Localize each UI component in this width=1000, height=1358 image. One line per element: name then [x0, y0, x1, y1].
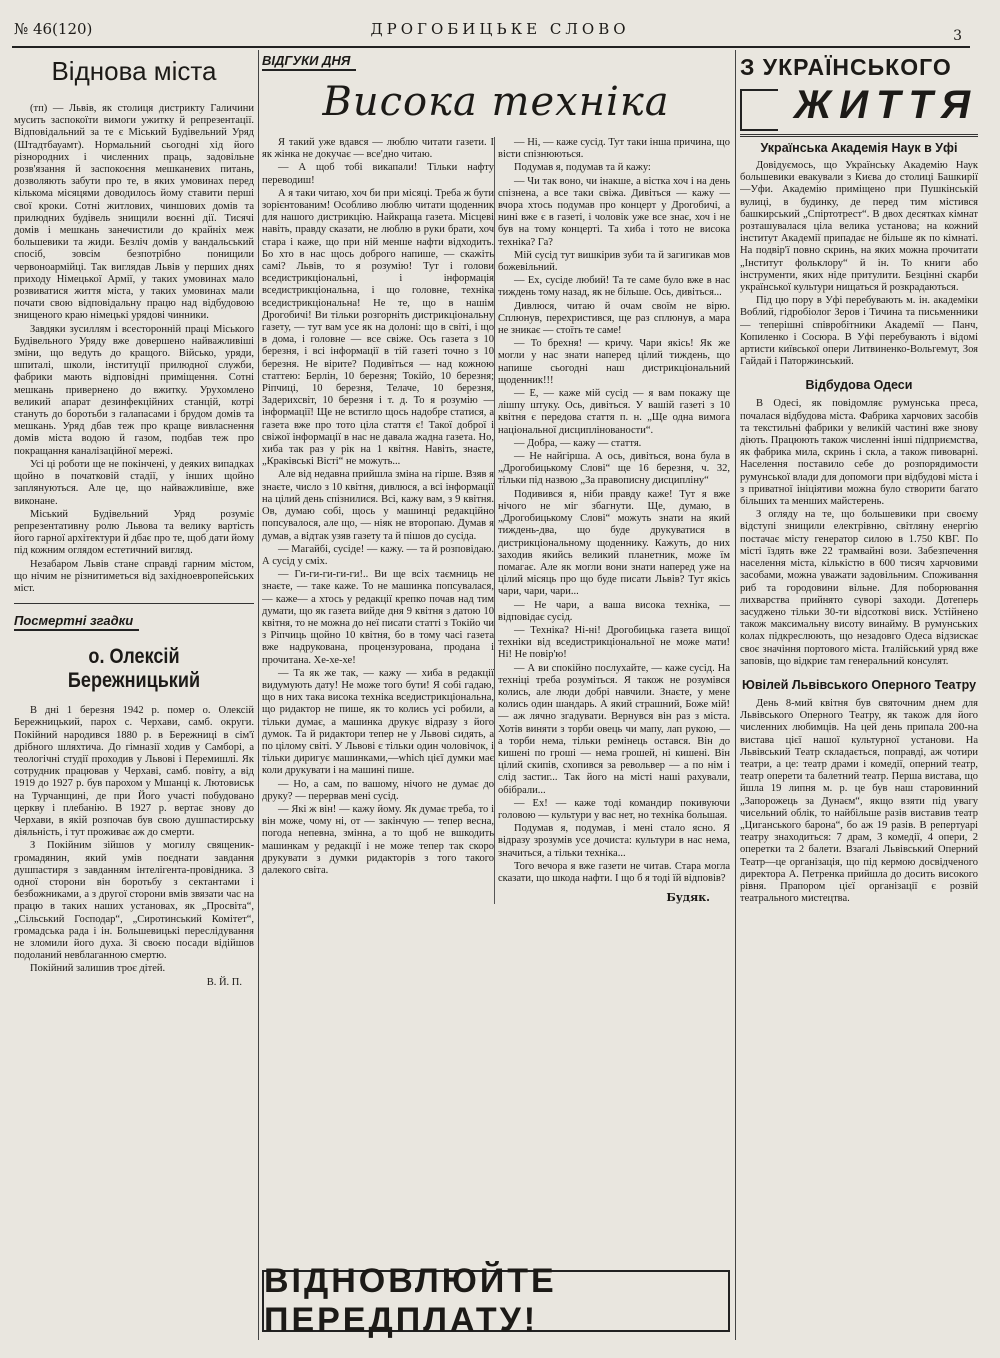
paragraph: День 8-мий квітня був святочним днем для Львівського Оперного Театру, як також для його численних любимців. На цей день припала 200-на вистава цієї нашої культурної установи. На Львівський Театр складається, поправді, аж чотири театри, а це: театр драми і комедії, оперний театр, театр оперети та балетний театр. Перша вистава, що йшла 19 липня м. р. це був наш старовинний „Запорожець за Дунаєм“, якщо взяти під увагу чисельний облік, то найбільше разів виставив театр „Циганського барона“, бо аж 19 разів. В репертуарі театру знаходиться: 7 драм, 3 комедії, 4 опери, 2 оперетки та 2 балети. Взагалі Львівський Оперний Театр—це організація, що під кермою досвідченого директора А. Петренка прийшла до досить високого рівня. Прапором цієї організації є розвій театрального мистецтва.: [740, 697, 978, 905]
article-body-opera: [740, 698, 978, 905]
section-heading-obituaries: Посмертні згадки: [14, 613, 139, 631]
paragraph: — Ні, — каже сусід. Тут таки інша причина, що вісти спізнюються.: [498, 137, 730, 161]
paragraph: — Магайбі, сусіде! — кажу. — та й розповідаю. А сусід у сміх.: [262, 543, 494, 567]
header-rule: [12, 46, 970, 48]
paragraph: Дивлюся, читаю й очам своїм не вірю. Сплюнув, перехристився, ще раз сплюнув, а мара не зникає — стоїть те саме!: [498, 300, 730, 337]
paragraph: Але від недавна прийшла зміна на гірше. Взяв я знаєте, число з 10 квітня, дивлюся, а всі інформації на цілий день спізнилися. Всі, кажу вам, з 9 квітня. Ов, думаю собі, щось у машинці редакційно попсувалося, але що, — ніяк не второпаю. Думав я думав, а відтак узяв газету та й пішов до сусіда.: [262, 469, 494, 542]
paragraph: Мій сусід тут вишкірив зуби та й загигикав мов божевільний.: [498, 249, 730, 274]
paragraph: Подумав я, подумав, і мені стало ясно. Я відразу зрозумів усе дочиста: культури в нас нема, значиться, а тільки техніка...: [498, 823, 730, 859]
paragraph: Завдяки зусиллям і всесторонній праці Міського Будівельного Уряду вже довершено найважливіші зміни, що ведуть до кращого. Військо, уряди, шпиталі, школи, інституції прилюдної служби, фабрики мають відповідні приміщення. Сотні мешкань привернено до вжитку. Урухомлено великий апарат дезинфекційних станцій, котрі стануть до боротьби з галапасами і брудом домів та мешкань. Уряд дбав теж про краще вивласнення домів міста водою й газом, подбав теж про покращання каналізаційної мережі.: [14, 323, 254, 457]
column-divider: [735, 50, 736, 1340]
paragraph: Під цю пору в Уфі перебувають м. ін. академіки Воблий, гідробіолог Зеров і Тичина та письменники — теперішні співробітники Академії — Панч, Копиленко і Сосюра. В Уфі перебувають і відомі артисти київської опери Литвиненко-Вольгемут, Зоя Гайдай і Паторжинський.: [740, 295, 978, 368]
paragraph: — Та як же так, — кажу — хиба в редакції видумують дату! Не може того бути! Я собі гадаю, що в них така висока техніка вседистрикціональна, що ридактор не пише, як то колись усі робили, а тільки думає, а машинка друкує відразу з його думок. Та й ридактори тепер не у Львові сидять, а по цілому світі. У Львові є тільки один чоловічок, і тільки диригує машинками,—which цієї думки має коли друкувати і на машині пише.: [262, 667, 494, 777]
paragraph: — Чи так воно, чи інакше, а вістка хоч і на день спізнена, а все таки свіжа. Дивіться — кажу — вчора хтось подумав про концерт у Дрогобичі, а нині вже є в газеті, і чоловік уже все знає, хоч і не був на тому концерті. Та хиба і тото не висока техніка? Га?: [498, 175, 730, 248]
article-body-restoration: [14, 103, 254, 595]
paragraph: Міський Будівельний Уряд розуміє репрезентативну ролю Львова та велику вартість його гарної архітектури й дбає про те, щоб дати йому під кожним оглядом естетичний вигляд.: [14, 508, 254, 557]
article-heading-odesa: Відбудова Одеси: [805, 378, 913, 393]
paragraph: Того вечора я вже газети не читав. Стара могла сказати, що шкода нафти. І що б я тоді їй відповів?: [498, 860, 730, 884]
page-header: [0, 18, 1000, 44]
paragraph: З Покійним зійшов у могилу священик-громадянин, який умів поєднати завдання душпастиря з завданням інтелігента-провідника. З одної сторони він боротьбу з сектантами і безбожниками, а з другої сторони вмів звязати час на працю в таких наших установах, як „Просвіта“, „Сільський Господар“, „Сиротинський Комітет“, громадська рада і ін. Большевицькі переслідування не зломили його духа. Зі своєю посади відійшов подоланий невблаганною смертю.: [14, 840, 254, 962]
middle-column: [262, 50, 730, 1340]
paragraph: — Е, — каже мій сусід — я вам покажу ще лішпу штуку. Ось, дивіться. У вашій газеті з 10 квітня є передова стаття п. н. „Ще одна вимога національної дисциплінованости“.: [498, 388, 730, 436]
masthead: ДРОГОБИЦЬКЕ СЛОВО: [370, 20, 630, 38]
left-column: [14, 50, 254, 1340]
paragraph: В Одесі, як повідомляє румунська преса, почалася відбудова міста. Фабрика харчових засобів та текстильні фабрики у великій частині вже знову діють. Працюють також численні інші підприємства, як фабрика мила, скринь і скла, а також пивоварні. Населення поставило себе до розпорядимости румунської влади для допомоги при відбудові міста і з приватної ініціятиви можна було створити багато більших та менших майстерень.: [740, 398, 978, 508]
article-heading-academy: Українська Академія Наук в Уфі: [740, 134, 978, 155]
paragraph: — Техніка? Ні-ні! Дрогобицька газета вищої техніки від вседистрикціональної не може мати! Ні! Не повір'ю!: [498, 624, 730, 661]
paragraph: — Ги-ги-ги-ги-ги!.. Ви ще всіх таємниць не знаєте, — таке каже. То не машинка попсувалася, — каже— а хтось у редакції крепко почав над тим думати, що як газета вийде дня 9 квітня з датою 10 квітня, то не можна до неї писати статті з Токійо чи з Ріпчиць щойно 10 квітня, бо в тому часі газета вже надрукована, процензурована, продана і прочитана. Хе-хе-хе!: [262, 569, 494, 666]
paragraph: — Но, а сам, по вашому, нічого не думає до друку? — перервав мені сусід.: [262, 778, 494, 802]
paragraph: Подумав я, подумав та й кажу:: [514, 162, 651, 174]
paragraph: — Які ж він! — кажу йому. Як думає треба, то і він може, чому ні, от — закінчую — тепер весна, погода непевна, змінна, а то щоб не вшкодить машинкам у редакції і не може тепер так скоро друкувати з думки ридакторів з того такого далекого світа.: [262, 803, 494, 876]
article-body-odesa: [740, 398, 978, 667]
paragraph: — А ви спокійно послухайте, — каже сусід. На техніці треба розуміться. Я також не розумівся колись, але люди добрі навчили. Знаєте, у мене колись один шандарь. А який страшний, Боже мій! — аж лячно згадувати. Вернувся він раз з міста. Хотів виняти з торби овець чи мапу, лап рукою, — а торби нема, тільки ремінець остався. Він до кишені по гроші — нема грошей, ні кишені. Він цілий скипів, схопився за револьвер — а по нім і слід застиг... Так його на місті наші рахували, обібрали...: [498, 662, 730, 796]
page-number: 3: [953, 28, 962, 44]
paragraph: Незабаром Львів стане справді гарним містом, що нічим не різнитиметься від західноевропейських міст.: [14, 558, 254, 594]
rubric-banner-big: ЖИТТЯ: [740, 83, 978, 128]
paragraph: А я таки читаю, хоч би при місяці. Треба ж бути зорієнтованим! Особливо люблю читати щоденник для нашого дистрикцію. Найкраща газета. Місцеві навіть, правду сказати, не люблю в руки брати, хоч стара і каже, що при ній менше нафти відходить. Бо хто в нас щось доброго напише, — скажіть самі? Львів, то я розумію! Тут і голови вседистрикціональні, і інформація вседистрикціональна, і що головне, техніка вседистрикціональна! Не те, що в нашім Дрогобичі! Ви тільки розгорніть дистрикціональну газету, — тут вам усе як на долоні: що в світі, і що в дома, і головне — все свіже. Ось газета з 10 березня, і всі інформації в тій газеті точно з 10 березня. Не вірите? Подивіться — над кожною статтею: Берлін, 10 березня; Токійо, 10 березня; Ріпчиці, 10 березня, Телаче, 10 березня, Задерихсвіт, 10 березня і т. д. То я розумію — інформації! Ще не встигло щось надобре статися, а газета вже про тото ціла стаття є! Такої доброї і свіжої інформації в нас не давала жадна газета. Но, хиба так раз у рік на 1 квітня. Навіть, знаєте, „Краківські Вісті“ не можуть...: [262, 187, 494, 468]
paragraph: Я такий уже вдався — люблю читати газети. І як жінка не докучає — все'дно читаю.: [262, 137, 494, 161]
right-column: [740, 50, 978, 1340]
paragraph: — То брехня! — кричу. Чари якісь! Як же могли у нас знати наперед цілий тиждень, що напише сьогодні наш дистрикціональний щоденник!!!: [498, 338, 730, 386]
article-title-restoration: Віднова міста: [51, 56, 217, 86]
article-body-academy: [740, 160, 978, 368]
paragraph: Усі ці роботи ще не покінчені, у деяких випадках щойно в початковій стадії, у інших щойно заплянуються. Але це, що найважливіше, вже виконане.: [14, 458, 254, 507]
article-heading-opera: Ювілей Львівського Оперного Театру: [741, 677, 977, 692]
paragraph: (тп) — Львів, як столиця дистрикту Галичини мусить заспокоїти вимоги ужитку й репрезентації. Відповідальний за те є Міський Будівельний Уряд (Штадтбауамт). Нормальний сьогодні хід його різнородних і численних праць, задовільне розв'язання й заспокоєння мешканевих питань, дозволяють забути про те, в яких умовинах перед кількома місяцями доводилось йому ставити перші свої кроки. Сотні житлових, чиншових домів та прилюдних будівель знищили воєнні дії. Тисячі домів і мешкань занечистили до крайніх меж большевики та жиди. Безліч домів у вандальський спосіб, зовсім безпотрібно понищили червоноармійці. Так виглядав Львів у перших днях приходу Німецької Армії, у таких умовинах мало розвиватися життя міста, у таких умовинах мали почати свою відповідальну працю над відбудовою знищеного краю німецькі урядові чинники.: [14, 103, 254, 322]
paragraph: — Добра, — кажу — стаття.: [514, 437, 642, 449]
obituary-signature: В. Й. П.: [206, 976, 242, 988]
subscription-banner: ВІДНОВЛЮЙТЕ ПЕРЕДПЛАТУ!: [262, 1270, 730, 1332]
paragraph: — Не чари, а ваша висока техніка, — відповідає сусід.: [498, 599, 730, 623]
paragraph: Подивився я, ніби правду каже! Тут я вже нічого не міг збагнути. Ще, думаю, в „Дрогобицькому Слові“ можуть знати на який тиждень-два, що буде друкуватися в дистрикціональному щоденнику. Кажуть, до них заходив якийсь великий планетник, може їм помагає. Але як могли вони знати наперед уже на цілий місяць про що буде писати Львів? Тут якісь чари, чари, чари...: [498, 488, 730, 598]
paragraph: З огляду на те, що большевики при своєму відступі знищили електрівню, світляну енергію постачає місту генератор силою в 1.750 КВГ. По місті їздять вже 22 трамвайні вози. Забезпечення населення міста, кількістю в 600 тисяч харчовими засобами, можна уважати задовільним. Споживання риб та городовини вільне. Для поборювання лихварства прийнято суворі заходи. Дотеперь засуджено тільки 30-ти відсоткові виск. Устійнено також максимальну висоту винайму. В румунських колах підкреслюють, що незадовго Одеса відзискає своє значіння портового міста. Італійський уряд вже заповів, що відкриє там генеральний консулят.: [740, 509, 978, 667]
feuilleton-title: Висока техніка: [322, 79, 670, 125]
issue-number: № 46(120): [14, 20, 93, 38]
paragraph: — Не найгірша. А ось, дивіться, вона була в „Дрогобицькому Слові“ ще 16 березня, ч. 32, тільки під назвою „За правописну дисципліну“: [498, 451, 730, 487]
paragraph: — Ех! — каже тоді командир покивуючи головою — культури у вас нет, но техніка большая.: [498, 797, 730, 821]
section-divider: [14, 603, 254, 604]
section-heading-responses: ВІДГУКИ ДНЯ: [262, 53, 356, 71]
paragraph: Довідуємось, що Українську Академію Наук большевики евакували з Києва до столиці Башкирії—Уфи. Академію приміщено при Пушкінській вулиці, в будинку, де перед тим містився башкирський „Спіртотрест“. В двох десятках кімнат розташувалася ціла велика установа; на кожний інститут Академії припадає не більше як по кімнаті. На подвір'ї повно скринь, на яких можна прочитати „Інститут фольклору“ й ін. То книги або інструменти, яких ніде притулити. Безцінні скарби української культури нищаться й розкрадаються.: [740, 160, 978, 294]
feuilleton-right-subcolumn: [494, 137, 730, 904]
paragraph: В дні 1 березня 1942 р. помер о. Олексій Бережницький, парох с. Черхави, самб. округи. Покійний народився 1880 р. в Бережниці в сім'ї дрібного шляхтича. До гімназії ходив у Самборі, а теологічні студії проходив у Львові і Перемишлі. Як сотрудник працював у Черхаві, самб. повіту, а від 1919 до 1927 р. був парохом у Мшанці к. Лютовиськ на Турчанщині, де при Його участі побудовано церкву і плебанію. В 1927 р. вертає знову до Черхави, в якій розпочав був свою душпастирську діяльність, і тут проживає аж до смерти.: [14, 705, 254, 839]
paragraph: — А щоб тобі викапали! Тільки нафту переводиш!: [262, 162, 494, 186]
feuilleton-left-subcolumn: [262, 137, 494, 904]
feuilleton-body: [262, 137, 730, 904]
paragraph: — Ех, сусіде любий! Та те саме було вже в нас тиждень тому назад, як не більше. Ось, дивіться...: [498, 275, 730, 299]
obituary-body: [14, 705, 254, 975]
column-divider: [258, 50, 259, 1340]
feuilleton-signature: Будяк.: [666, 891, 710, 905]
obituary-title: о. Олексій Бережницький: [67, 645, 201, 693]
rubric-banner-top: З УКРАЇНСЬКОГО: [740, 54, 952, 80]
paragraph: Покійний залишив троє дітей.: [30, 963, 166, 975]
